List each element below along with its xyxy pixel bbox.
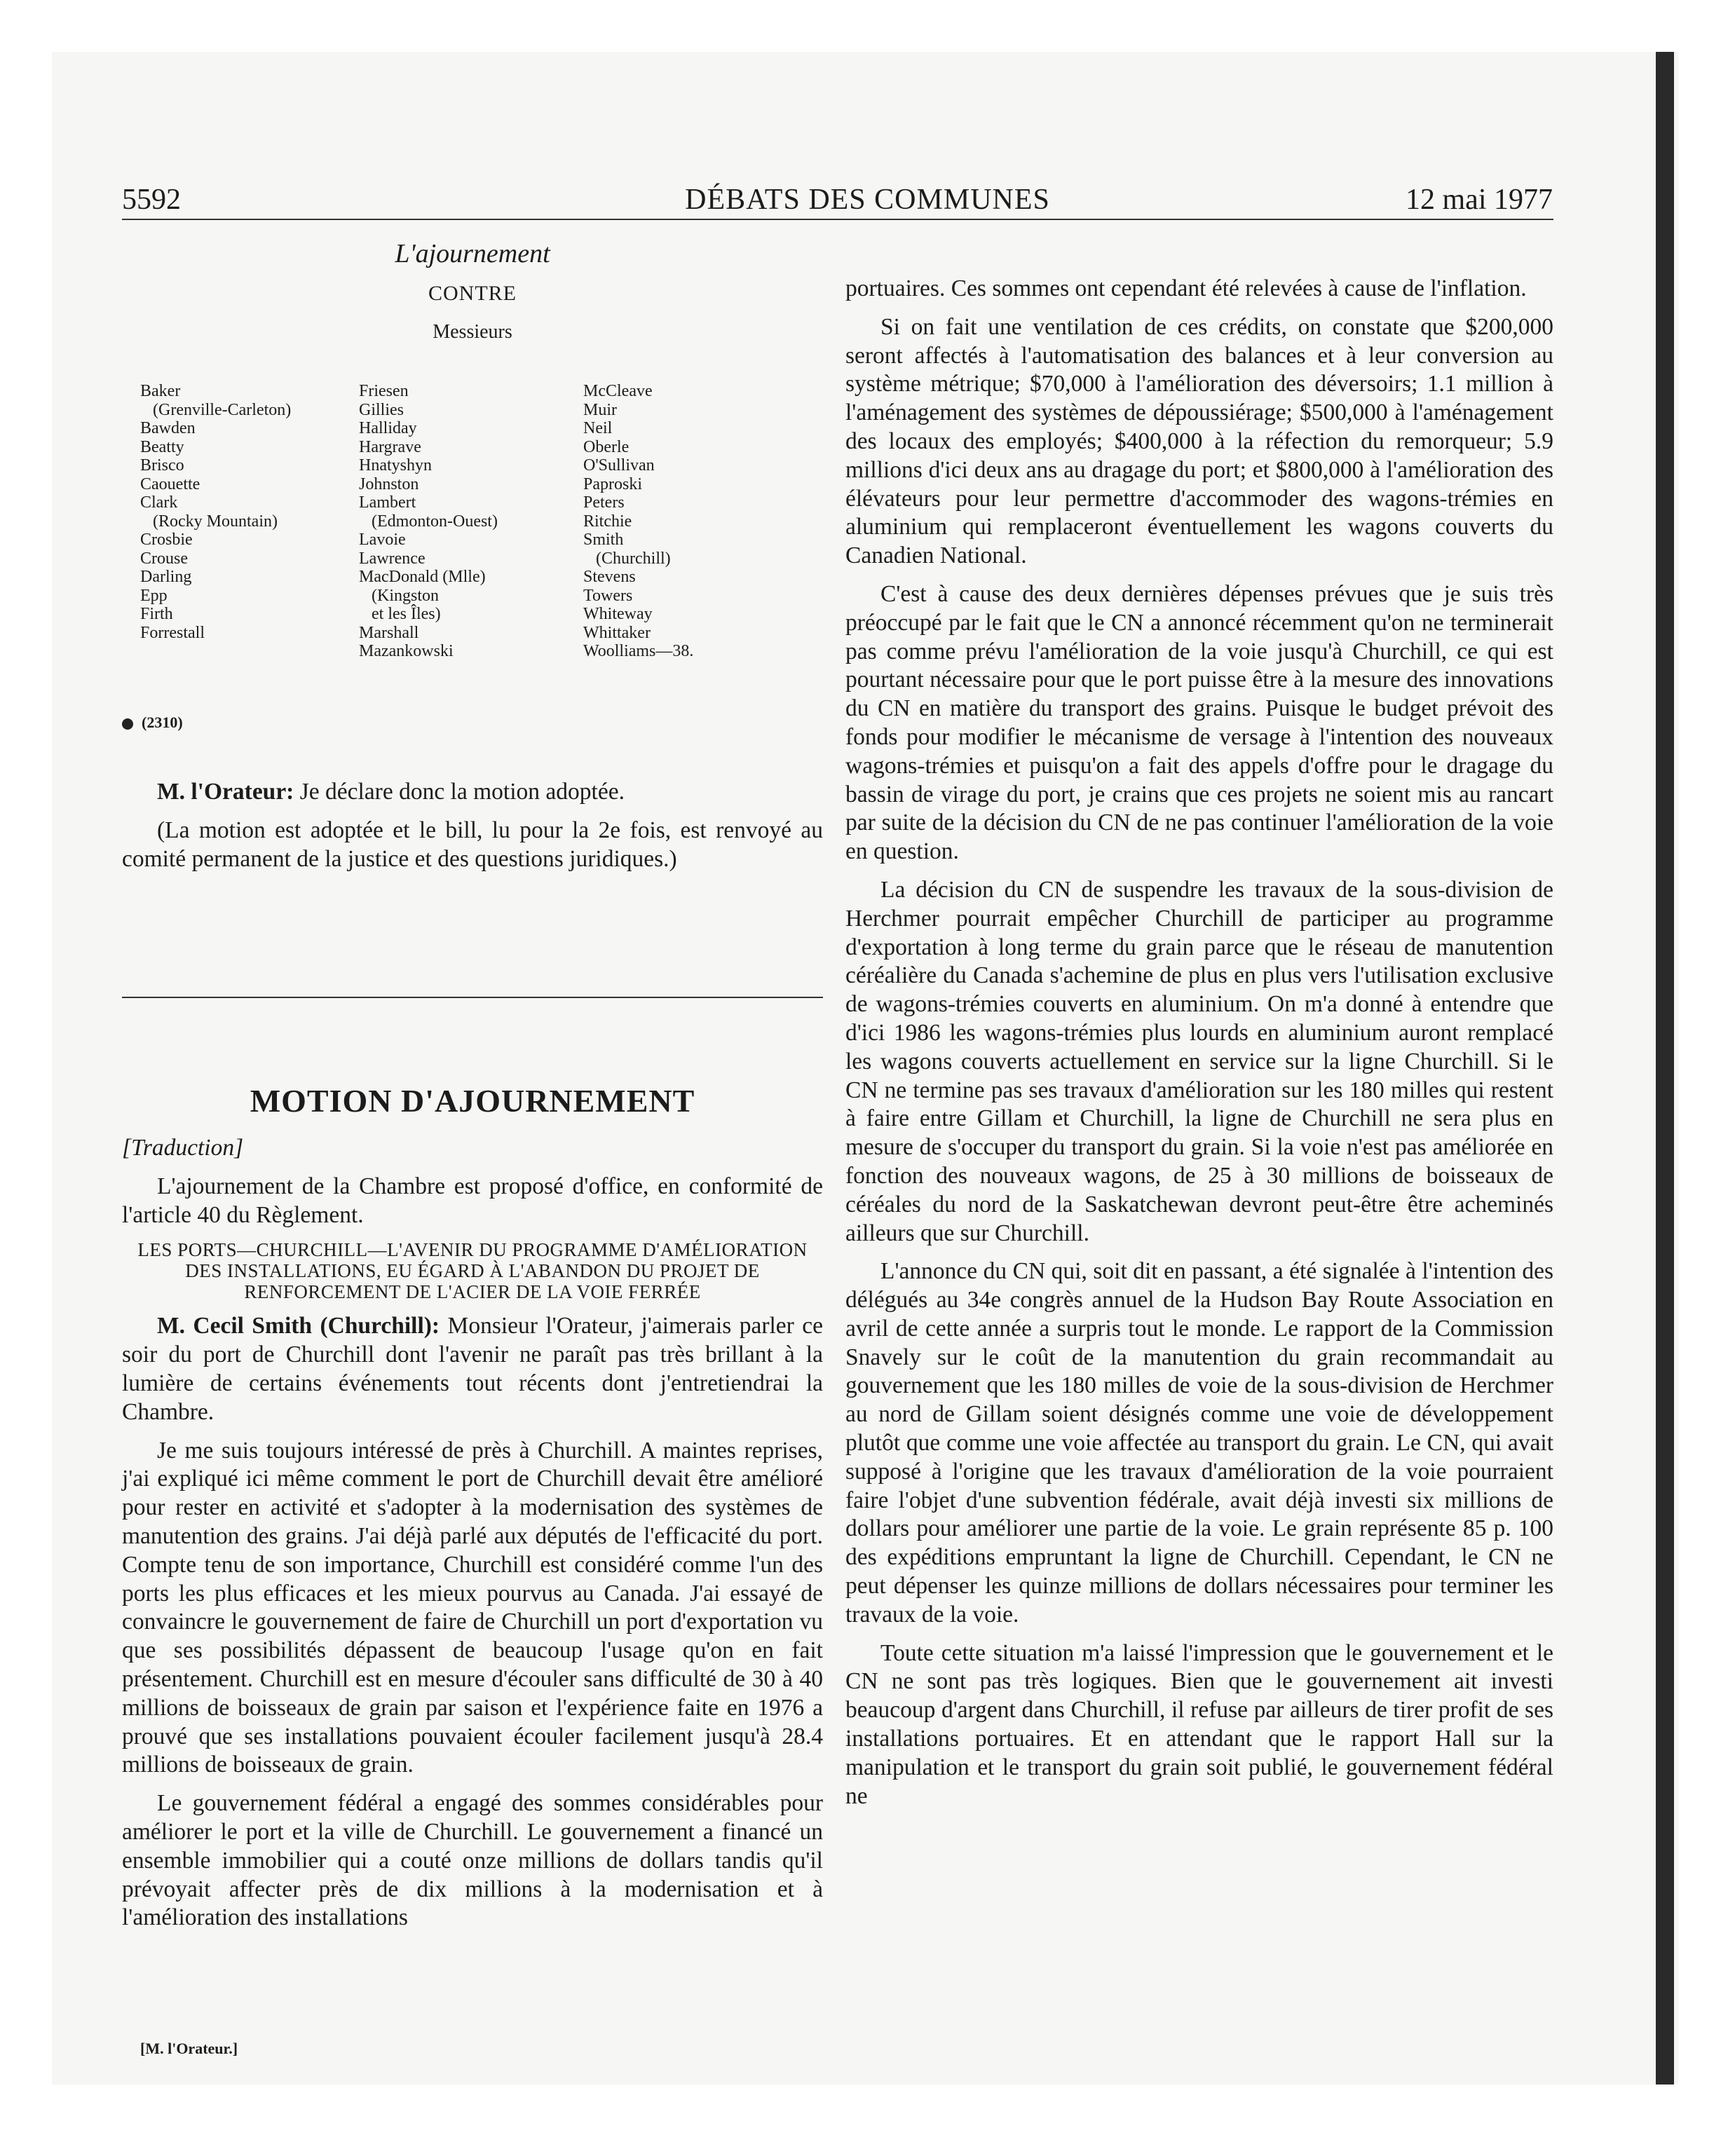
bullet-icon: [122, 718, 133, 730]
member-name: (Kingston: [359, 586, 439, 605]
member-name: Neil: [583, 419, 613, 437]
member-name: Caouette: [140, 475, 200, 493]
paragraph-text: Je déclare donc la motion adoptée.: [299, 779, 625, 805]
page-number: 5592: [122, 184, 181, 216]
member-name: Gillies: [359, 400, 404, 419]
member-name: (Edmonton-Ouest): [359, 512, 498, 531]
vote-section-title: L'ajournement: [395, 239, 550, 268]
member-name: (Grenville-Carleton): [140, 400, 292, 419]
member-name: Lavoie: [359, 531, 406, 549]
speaker-name: M. l'Orateur:: [157, 779, 294, 805]
paragraph-smith-intro: [122, 1312, 823, 1426]
paragraph-concern: C'est à cause des deux dernières dépenses prévues que je suis très préoccupé par le fait que le CN a annoncé récemment qu'on ne terminerait pas comme prévu l'amélioration de la voie jusqu'à Churchill, ce qui est pourtant nécessaire pour que le port puisse être à la mesure des innovations du CN en matière du transport des grains. Puisque le budget prévoit des fonds pour modifier le mécanisme de versage à l'intention des nouveaux wagons-trémies et puisqu'on a fait des appels d'offre pour le dragage du bassin de virage du port, je crains que ces projets ne soient mis au rancart par suite de la décision du CN de ne pas continuer l'amélioration de la voie en question.: [845, 580, 1553, 865]
member-name: Towers: [583, 586, 633, 605]
member-name: Johnston: [359, 475, 419, 493]
paragraph-churchill-interest: Je me suis toujours intéressé de près à Churchill. A maintes reprises, j'ai expliqué ici même comment le port de Churchill devait être amélioré pour rester en activité et s'adopter à la modernisation des systèmes de manutention des grains. J'ai déjà parlé aux députés de l'efficacité du port. Compte tenu de son importance, Churchill est considéré comme l'un des ports les plus efficaces et les mieux pourvus au Canada. J'ai essayé de convaincre le gouvernement de faire de Churchill un port d'exportation vu que ses possibilités dépassent de beaucoup l'usage qu'on en fait présentement. Churchill est en mesure d'écouler sans difficulté de 30 à 40 millions de boisseaux de grain par saison et l'expérience faite en 1976 a prouvé que ses installations pouvaient écouler facilement jusqu'à 28.4 millions de boisseaux de grain.: [122, 1437, 823, 1778]
paragraph-bill: (La motion est adoptée et le bill, lu pour la 2e fois, est renvoyé au comité permanent de la justice et des questions juridiques.): [122, 817, 823, 872]
member-name: Muir: [583, 400, 617, 419]
member-name: Lambert: [359, 493, 416, 512]
paragraph-announcement: L'annonce du CN qui, soit dit en passant, a été signalée à l'intention des délégués au 34e congrès annuel de la Hudson Bay Route Association en avril de cette année a surpris tout le monde. Le rapport de la Commission Snavely sur le coût de la manutention du grain recommandait au gouvernement que les 180 milles de voie de la sous-division de Herchmer au nord de Gillam soient désignés comme une voie de développement plutôt que comme une voie affectée au transport du grain. Le CN, qui avait supposé à l'origine que les travaux d'amélioration de la voie pourraient faire l'objet d'une subvention fédérale, avait déjà investi six millions de dollars pour améliorer une partie de la voie. Le grain représente 85 p. 100 des expéditions empruntant la ligne de Churchill. Cependant, le CN ne peut dépenser les quinze millions de dollars nécessaires pour terminer les travaux de la voie.: [845, 1258, 1553, 1628]
motion-title: MOTION D'AJOURNEMENT: [250, 1083, 695, 1119]
member-name: McCleave: [583, 382, 653, 400]
member-name: Crouse: [140, 549, 188, 568]
member-name: Mazankowski: [359, 642, 454, 660]
member-name: Stevens: [583, 568, 636, 586]
paragraph-text: Monsieur l'Orateur, j'aimerais parler ce soir du port de Churchill dont l'avenir ne paraît pas très brillant à la lumière de certains événements tout récents dont j'entretiendrai la Chambre.: [122, 1313, 824, 1425]
time-marker-text: (2310): [142, 714, 183, 731]
member-name: Forrestall: [140, 623, 205, 642]
vote-label: CONTRE: [428, 282, 517, 305]
member-name: Paproski: [583, 475, 642, 493]
member-name: MacDonald (Mlle): [359, 568, 486, 586]
speaker-name: M. Cecil Smith (Churchill):: [157, 1313, 440, 1339]
traduction-label: [Traduction]: [122, 1135, 244, 1161]
member-name: Whiteway: [583, 605, 653, 623]
paragraph-breakdown: Si on fait une ventilation de ces crédits, on constate que $200,000 seront affectés à l'automatisation des balances et à leur conversion au système métrique; $70,000 à l'amélioration des déversoirs; 1.1 million à l'aménagement des systèmes de dépoussiérage; $500,000 à l'aménagement des locaux des employés; $400,000 à la réfection du remorqueur; 5.9 millions d'ici deux ans au dragage du port; et $800,000 à l'amélioration des élévateurs pour leur permettre d'accommoder des wagons-trémies en aluminium qui remplaceront éventuellement les wagons couverts du Canadien National.: [845, 313, 1553, 569]
member-name: Friesen: [359, 382, 409, 400]
footer-speaker-note: [M. l'Orateur.]: [140, 2040, 238, 2057]
paragraph-situation: Toute cette situation m'a laissé l'impression que le gouvernement et le CN ne sont pas très logiques. Bien que le gouvernement ait investi beaucoup d'argent dans Churchill, il refuse par ailleurs de tirer profit de ses installations portuaires. Et en attendant que le rapport Hall sur la manipulation et le transport du grain soit publié, le gouvernement fédéral ne: [845, 1639, 1553, 1809]
names-column-1: [140, 382, 291, 642]
rubric-heading: LES PORTS—CHURCHILL—L'AVENIR DU PROGRAMME D'AMÉLIORATION DES INSTALLATIONS, EU ÉGARD À L'ABANDON DU PROJET DE RENFORCEMENT DE L'ACIER DE LA VOIE FERRÉE: [137, 1239, 808, 1303]
publication-title: DÉBATS DES COMMUNES: [685, 184, 1050, 216]
vote-sublabel: Messieurs: [433, 321, 512, 343]
left-column-main: [122, 1134, 823, 1942]
paragraph-inflation: portuaires. Ces sommes ont cependant été relevées à cause de l'inflation.: [845, 275, 1527, 301]
member-name: Ritchie: [583, 512, 632, 531]
left-column-top: [122, 778, 823, 883]
member-name: Bawden: [140, 419, 196, 437]
member-name: Crosbie: [140, 531, 193, 549]
member-name: Lawrence: [359, 549, 426, 568]
member-name: Smith: [583, 531, 624, 549]
member-name: Halliday: [359, 419, 417, 437]
publication-date: 12 mai 1977: [1406, 184, 1553, 216]
member-name: Marshall: [359, 623, 419, 642]
header-rule: [122, 219, 1553, 220]
member-name: (Churchill): [583, 549, 671, 568]
scan-edge-bar: [1656, 52, 1674, 2085]
member-name: Hnatyshyn: [359, 456, 432, 475]
paragraph-herchmer: La décision du CN de suspendre les travaux de la sous-division de Herchmer pourrait empêcher Churchill de participer au programme d'exportation à long terme du grain parce que le réseau de manutention céréalière du Canada s'achemine de plus en plus vers l'utilisation exclusive de wagons-trémies couverts en aluminium. On m'a donné à entendre que d'ici 1986 les wagons-trémies plus lourds en aluminium auront remplacé les wagons couverts actuellement en service sur la ligne Churchill. Si le CN ne termine pas ses travaux d'amélioration sur les 180 milles qui restent à faire entre Gillam et Churchill, la ligne de Churchill ne sera plus en mesure de s'occuper du transport du grain. Si la voie n'est pas améliorée en fonction des nouveaux wagons, de 25 à 30 millions de boisseaux de céréales du nord de la Saskatchewan devront peut-être être acheminés ailleurs que sur Churchill.: [845, 876, 1553, 1246]
member-name: Whittaker: [583, 623, 651, 642]
paragraph-federal-funding: Le gouvernement fédéral a engagé des sommes considérables pour améliorer le port et la ville de Churchill. Le gouvernement a financé un ensemble immobilier qui a couté onze millions de dollars tandis qu'il prévoyait affecter près de dix millions à la modernisation et à l'amélioration des installations: [122, 1790, 823, 1931]
member-name: Brisco: [140, 456, 184, 475]
section-rule: [122, 997, 823, 998]
member-name: Clark: [140, 493, 178, 512]
member-name: Beatty: [140, 437, 184, 456]
member-name: Epp: [140, 586, 168, 605]
member-name: Darling: [140, 568, 192, 586]
names-column-2: [359, 382, 498, 661]
member-name: Peters: [583, 493, 625, 512]
member-name: Woolliams—38.: [583, 642, 694, 660]
paragraph-adjournment: L'ajournement de la Chambre est proposé d'office, en conformité de l'article 40 du Règlement.: [122, 1173, 823, 1228]
member-name: O'Sullivan: [583, 456, 655, 475]
member-name: Firth: [140, 605, 173, 623]
member-name: et les Îles): [359, 605, 441, 623]
names-column-3: [583, 382, 693, 661]
member-name: Hargrave: [359, 437, 421, 456]
right-column: [845, 275, 1553, 1820]
paragraph-motion-adopted: [122, 778, 823, 807]
member-name: Baker: [140, 382, 181, 400]
member-name: Oberle: [583, 437, 630, 456]
time-marker: [122, 714, 183, 732]
member-name: (Rocky Mountain): [140, 512, 278, 531]
